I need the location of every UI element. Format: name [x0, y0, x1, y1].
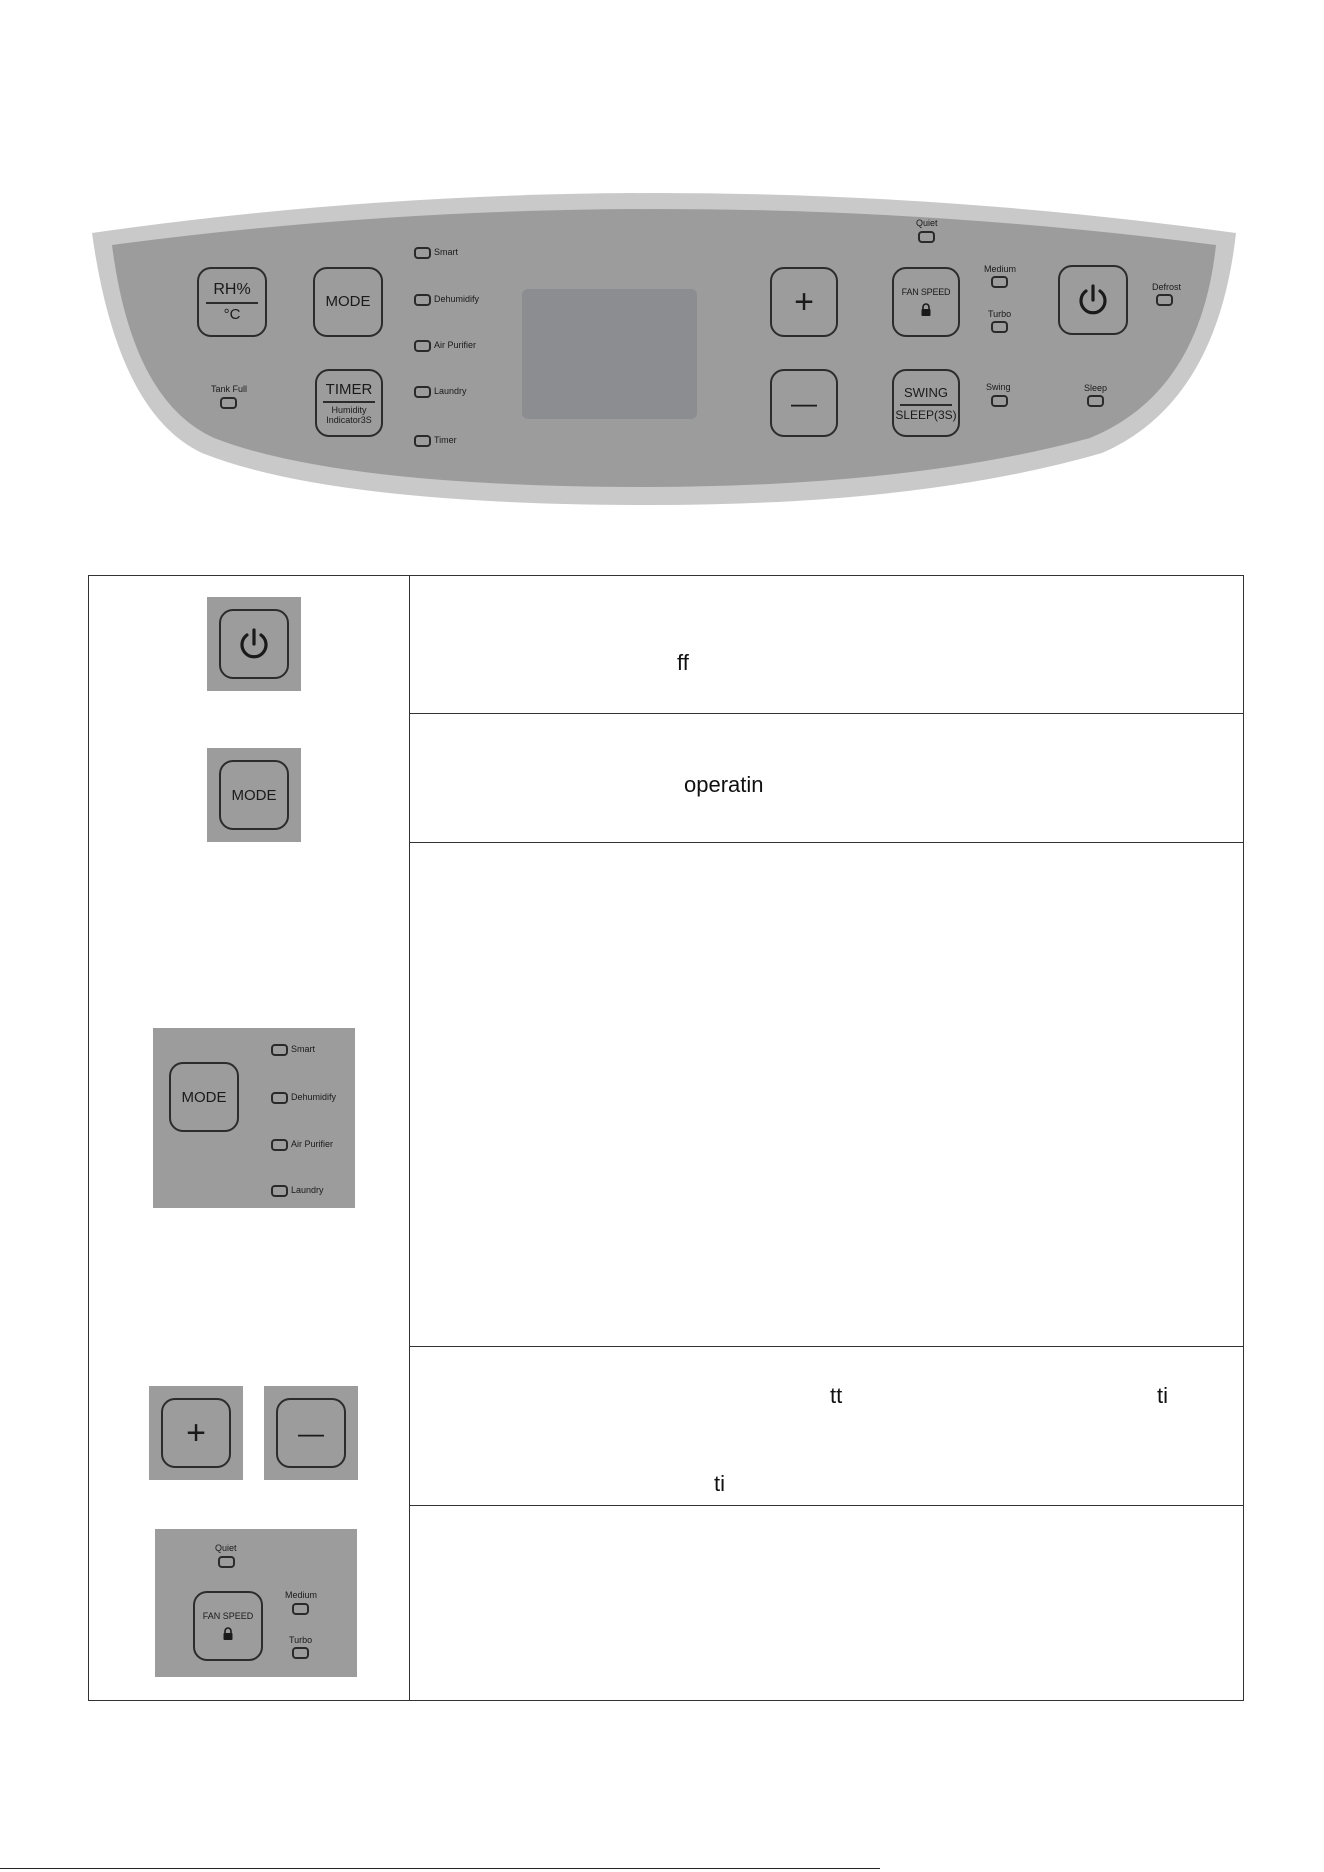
laundry-label: Laundry	[434, 386, 467, 396]
plus-button-image	[161, 1398, 231, 1468]
minus-icon: —	[791, 388, 817, 418]
minus-button[interactable]	[770, 369, 838, 437]
medium-label: Medium	[984, 264, 1017, 274]
lock-icon	[222, 1627, 234, 1641]
defrost-led	[1156, 294, 1173, 306]
air-purifier-led	[271, 1139, 288, 1151]
fan-speed-label: FAN SPEED	[901, 287, 951, 297]
minus-thumbnail	[264, 1386, 358, 1480]
air-purifier-label: Air Purifier	[434, 340, 477, 350]
swing-led	[991, 395, 1008, 407]
smart-label: Smart	[291, 1044, 316, 1054]
mode-button[interactable]	[313, 267, 383, 337]
laundry-led	[271, 1185, 288, 1197]
rh-temp-button[interactable]	[197, 267, 267, 337]
quiet-led	[918, 231, 935, 243]
smart-led	[271, 1044, 288, 1056]
medium-led	[991, 276, 1008, 288]
timer-label: TIMER	[325, 381, 373, 398]
mode-button-image	[169, 1062, 239, 1132]
timer-button[interactable]	[315, 369, 383, 437]
button-divider	[206, 302, 259, 304]
row-divider	[409, 1505, 1243, 1506]
minus-button-image	[276, 1398, 346, 1468]
air-purifier-label: Air Purifier	[291, 1139, 334, 1149]
turbo-led	[292, 1647, 309, 1659]
plus-thumbnail	[149, 1386, 243, 1480]
rh-label: RH%	[213, 281, 251, 298]
power-thumbnail	[207, 597, 301, 691]
row4-text-fragment: ti	[714, 1471, 725, 1496]
laundry-led	[414, 386, 431, 398]
plus-icon: +	[794, 283, 814, 321]
quiet-led	[218, 1556, 235, 1568]
timer-led	[414, 435, 431, 447]
row4-text-fragment: tt	[830, 1383, 843, 1408]
plus-button[interactable]	[770, 267, 838, 337]
quiet-label: Quiet	[215, 1543, 237, 1553]
control-panel	[92, 183, 1236, 505]
power-icon	[236, 626, 272, 662]
row-divider	[409, 842, 1243, 843]
footer-rule	[0, 1868, 880, 1869]
fan-speed-button-image	[193, 1591, 263, 1661]
laundry-label: Laundry	[291, 1185, 324, 1195]
tank-full-label: Tank Full	[211, 384, 248, 394]
dehumidify-led	[271, 1092, 288, 1104]
row2-text-fragment: operatin	[684, 772, 764, 797]
swing-sleep-button[interactable]	[892, 369, 960, 437]
power-button-image	[219, 609, 289, 679]
dehumidify-label: Dehumidify	[434, 294, 480, 304]
mode-label: MODE	[181, 1088, 227, 1106]
lcd-display	[522, 289, 697, 419]
minus-icon: —	[298, 1418, 324, 1448]
row-divider	[409, 713, 1243, 714]
medium-label: Medium	[285, 1590, 318, 1600]
function-table	[88, 575, 1244, 1701]
row-divider	[409, 1346, 1243, 1347]
plus-icon: +	[186, 1414, 206, 1452]
column-divider	[409, 576, 410, 1700]
turbo-label: Turbo	[988, 309, 1012, 319]
power-button[interactable]	[1058, 265, 1128, 335]
fan-speed-thumbnail	[155, 1529, 357, 1677]
defrost-label: Defrost	[1152, 282, 1182, 292]
mode-indicators-thumbnail	[153, 1028, 355, 1208]
timer-indicator-label: Timer	[434, 435, 457, 445]
mode-thumbnail	[207, 748, 301, 842]
mode-button-image	[219, 760, 289, 830]
medium-led	[292, 1603, 309, 1615]
tank-full-led	[220, 397, 237, 409]
dehumidify-label: Dehumidify	[291, 1092, 337, 1102]
air-purifier-led	[414, 340, 431, 352]
row4-text-fragment: ti	[1157, 1383, 1168, 1408]
button-divider	[323, 401, 374, 403]
smart-led	[414, 247, 431, 259]
celsius-label: °C	[223, 306, 241, 323]
humidity-indicator-label: Humidity Indicator3S	[326, 405, 372, 425]
sleep-led	[1087, 395, 1104, 407]
turbo-led	[991, 321, 1008, 333]
fan-speed-button[interactable]	[892, 267, 960, 337]
row1-text-fragment: ff	[677, 650, 689, 675]
sleep-3s-label: SLEEP(3S)	[895, 408, 957, 422]
swing-label: SWING	[903, 385, 949, 400]
button-divider	[900, 404, 951, 406]
sleep-label: Sleep	[1084, 383, 1108, 393]
dehumidify-led	[414, 294, 431, 306]
swing-indicator-label: Swing	[986, 382, 1011, 392]
smart-label: Smart	[434, 247, 459, 257]
power-icon	[1075, 282, 1111, 318]
mode-label: MODE	[231, 786, 277, 804]
lock-icon	[920, 303, 932, 317]
quiet-label: Quiet	[916, 218, 938, 228]
turbo-label: Turbo	[289, 1635, 313, 1645]
fan-speed-label: FAN SPEED	[202, 1611, 254, 1621]
mode-label: MODE	[325, 293, 371, 310]
